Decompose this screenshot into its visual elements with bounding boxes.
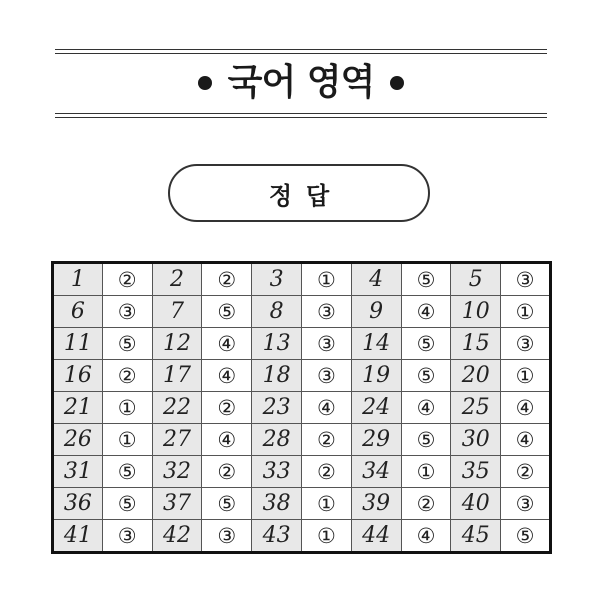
question-number: 22 — [152, 392, 202, 424]
answer-choice: ④ — [401, 392, 451, 424]
answer-choice: ⑤ — [401, 424, 451, 456]
bottom-rule-inner — [55, 113, 547, 114]
table-row — [53, 328, 551, 360]
question-number: 1 — [53, 263, 103, 296]
question-number: 13 — [252, 328, 302, 360]
answer-choice: ② — [202, 392, 252, 424]
question-number: 7 — [152, 296, 202, 328]
question-number: 33 — [252, 456, 302, 488]
question-number: 21 — [53, 392, 103, 424]
answer-choice: ⑤ — [401, 328, 451, 360]
question-number: 10 — [451, 296, 501, 328]
table-row — [53, 263, 551, 296]
question-number: 31 — [53, 456, 103, 488]
question-number: 25 — [451, 392, 501, 424]
question-number: 12 — [152, 328, 202, 360]
answer-choice: ③ — [501, 488, 551, 520]
table-row — [53, 488, 551, 520]
answer-choice: ⑤ — [202, 488, 252, 520]
top-rule-outer — [55, 49, 547, 50]
question-number: 17 — [152, 360, 202, 392]
question-number: 40 — [451, 488, 501, 520]
answer-table — [51, 261, 552, 554]
question-number: 43 — [252, 520, 302, 553]
question-number: 29 — [351, 424, 401, 456]
answer-choice: ③ — [301, 328, 351, 360]
answer-choice: ④ — [202, 328, 252, 360]
answer-choice: ④ — [401, 296, 451, 328]
table-row — [53, 520, 551, 553]
question-number: 34 — [351, 456, 401, 488]
page-title-text: 국어 영역 — [227, 62, 375, 103]
answer-choice: ④ — [202, 360, 252, 392]
answer-choice: ④ — [301, 392, 351, 424]
answer-choice: ④ — [501, 424, 551, 456]
answer-choice: ③ — [301, 296, 351, 328]
table-row — [53, 456, 551, 488]
answer-choice: ① — [401, 456, 451, 488]
question-number: 45 — [451, 520, 501, 553]
question-number: 38 — [252, 488, 302, 520]
question-number: 28 — [252, 424, 302, 456]
question-number: 8 — [252, 296, 302, 328]
question-number: 16 — [53, 360, 103, 392]
question-number: 37 — [152, 488, 202, 520]
answer-choice: ② — [501, 456, 551, 488]
answer-choice: ② — [202, 456, 252, 488]
answer-choice: ④ — [202, 424, 252, 456]
question-number: 5 — [451, 263, 501, 296]
answer-table-body — [53, 263, 551, 553]
answer-choice: ③ — [202, 520, 252, 553]
table-row — [53, 296, 551, 328]
question-number: 9 — [351, 296, 401, 328]
question-number: 30 — [451, 424, 501, 456]
question-number: 4 — [351, 263, 401, 296]
answer-choice: ⑤ — [102, 488, 152, 520]
top-rule-inner — [55, 53, 547, 54]
answer-choice: ③ — [501, 328, 551, 360]
question-number: 41 — [53, 520, 103, 553]
table-row — [53, 360, 551, 392]
answer-choice: ③ — [102, 520, 152, 553]
answer-choice: ⑤ — [401, 360, 451, 392]
page-title — [55, 61, 547, 105]
answer-choice: ② — [202, 263, 252, 296]
answer-choice: ② — [301, 456, 351, 488]
answer-choice: ① — [102, 392, 152, 424]
table-row — [53, 424, 551, 456]
answer-choice: ② — [102, 360, 152, 392]
answer-choice: ③ — [102, 296, 152, 328]
question-number: 18 — [252, 360, 302, 392]
answer-choice: ④ — [501, 392, 551, 424]
question-number: 6 — [53, 296, 103, 328]
answer-choice: ⑤ — [401, 263, 451, 296]
question-number: 44 — [351, 520, 401, 553]
answer-choice: ① — [501, 296, 551, 328]
answer-choice: ⑤ — [102, 456, 152, 488]
answer-label: 정답 — [168, 164, 430, 222]
question-number: 2 — [152, 263, 202, 296]
question-number: 26 — [53, 424, 103, 456]
table-row — [53, 392, 551, 424]
answer-choice: ① — [301, 488, 351, 520]
answer-choice: ⑤ — [102, 328, 152, 360]
question-number: 36 — [53, 488, 103, 520]
question-number: 39 — [351, 488, 401, 520]
question-number: 23 — [252, 392, 302, 424]
question-number: 24 — [351, 392, 401, 424]
answer-choice: ⑤ — [202, 296, 252, 328]
answer-choice: ② — [301, 424, 351, 456]
title-block — [55, 49, 547, 118]
question-number: 27 — [152, 424, 202, 456]
answer-choice: ② — [102, 263, 152, 296]
question-number: 42 — [152, 520, 202, 553]
question-number: 32 — [152, 456, 202, 488]
left-bullet-icon — [198, 76, 212, 90]
answer-choice: ② — [401, 488, 451, 520]
bottom-rule-outer — [55, 117, 547, 118]
question-number: 15 — [451, 328, 501, 360]
answer-choice: ① — [301, 263, 351, 296]
question-number: 3 — [252, 263, 302, 296]
answer-choice: ④ — [401, 520, 451, 553]
answer-choice: ① — [501, 360, 551, 392]
question-number: 14 — [351, 328, 401, 360]
answer-choice: ③ — [501, 263, 551, 296]
question-number: 11 — [53, 328, 103, 360]
answer-choice: ① — [301, 520, 351, 553]
right-bullet-icon — [390, 76, 404, 90]
question-number: 19 — [351, 360, 401, 392]
question-number: 20 — [451, 360, 501, 392]
answer-choice: ⑤ — [501, 520, 551, 553]
answer-choice: ③ — [301, 360, 351, 392]
question-number: 35 — [451, 456, 501, 488]
answer-choice: ① — [102, 424, 152, 456]
